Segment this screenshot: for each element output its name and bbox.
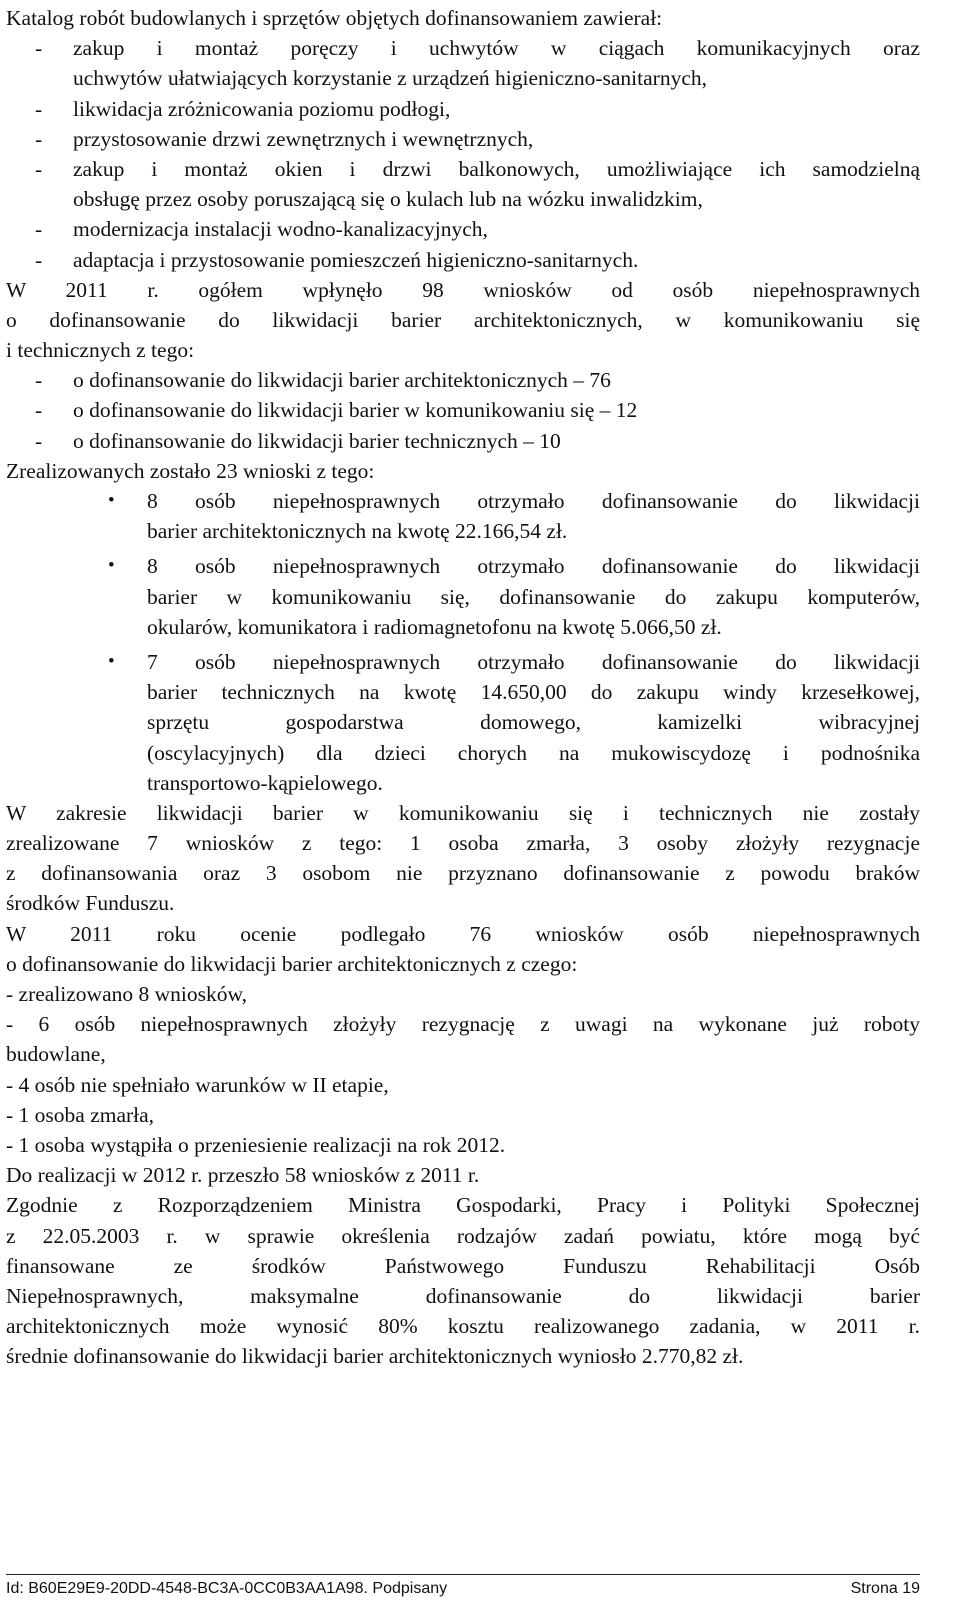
- list-item: - adaptacja i przystosowanie pomieszczeń higieniczno-sanitarnych.: [35, 247, 639, 272]
- bullet-item: • 8 osób niepełnosprawnych otrzymało dofinansowanie do likwidacji: [6, 551, 920, 581]
- paragraph-line: o dofinansowanie do likwidacji barier architektonicznych, w komunikowaniu się: [6, 307, 920, 332]
- list-item: - przystosowanie drzwi zewnętrznych i wewnętrznych,: [35, 126, 534, 151]
- bullet-item-continuation: okularów, komunikatora i radiomagnetofonu na kwotę 5.066,50 zł.: [147, 614, 722, 639]
- dash-line: - zrealizowano 8 wniosków,: [6, 982, 248, 1006]
- paragraph-line: W 2011 roku ocenie podlegało 76 wniosków osób niepełnosprawnych: [6, 921, 920, 946]
- document-id: Id: B60E29E9-20DD-4548-BC3A-0CC0B3AA1A98. Podpisany: [6, 1580, 448, 1597]
- intro-line: Katalog robót budowlanych i sprzętów objętych dofinansowaniem zawierał:: [6, 6, 663, 30]
- bullet-item-continuation: transportowo-kąpielowego.: [147, 770, 383, 795]
- list-item: - zakup i montaż okien i drzwi balkonowych, umożliwiające ich samodzielną: [35, 156, 920, 181]
- list-item: - o dofinansowanie do likwidacji barier technicznych – 10: [35, 428, 561, 453]
- list-item: - likwidacja zróżnicowania poziomu podłogi,: [35, 96, 451, 121]
- bullet-icon: •: [108, 650, 115, 672]
- list-item: - o dofinansowanie do likwidacji barier architektonicznych – 76: [35, 368, 611, 393]
- paragraph-line: Zrealizowanych zostało 23 wnioski z tego:: [6, 458, 375, 483]
- bullet-item-continuation: barier technicznych na kwotę 14.650,00 do zakupu windy krzesełkowej,: [147, 680, 920, 705]
- list-item: - modernizacja instalacji wodno-kanalizacyjnych,: [35, 217, 488, 242]
- paragraph-line: W 2011 r. ogółem wpłynęło 98 wniosków od osób niepełnosprawnych: [6, 277, 920, 302]
- bullet-item-continuation: barier architektonicznych na kwotę 22.166,54 zł.: [147, 519, 568, 544]
- bullet-item: • 7 osób niepełnosprawnych otrzymało dofinansowanie do likwidacji: [6, 647, 920, 677]
- footer-divider: [6, 1574, 920, 1575]
- document-body: [6, 0, 920, 1371]
- paragraph-line: Niepełnosprawnych, maksymalne dofinansowanie do likwidacji barier: [6, 1283, 920, 1308]
- paragraph-line: architektonicznych może wynosić 80% kosztu realizowanego zadania, w 2011 r.: [6, 1314, 920, 1339]
- paragraph-line: zrealizowane 7 wniosków z tego: 1 osoba zmarła, 3 osoby złożyły rezygnacje: [6, 831, 920, 856]
- paragraph-line: o dofinansowanie do likwidacji barier architektonicznych z czego:: [6, 951, 578, 976]
- paragraph-line: z 22.05.2003 r. w sprawie określenia rodzajów zadań powiatu, które mogą być: [6, 1223, 920, 1248]
- list-item-continuation: obsługę przez osoby poruszającą się o kulach lub na wózku inwalidzkim,: [73, 187, 703, 212]
- dash-line: - 1 osoba wystąpiła o przeniesienie realizacji na rok 2012.: [6, 1132, 506, 1157]
- bullet-item-continuation: sprzętu gospodarstwa domowego, kamizelki wibracyjnej: [147, 710, 920, 735]
- dash-line: - 4 osób nie spełniało warunków w II etapie,: [6, 1072, 389, 1097]
- paragraph-line: finansowane ze środków Państwowego Funduszu Rehabilitacji Osób: [6, 1253, 920, 1278]
- paragraph-line: Do realizacji w 2012 r. przeszło 58 wniosków z 2011 r.: [6, 1163, 480, 1188]
- bullet-icon: •: [108, 490, 115, 511]
- paragraph-line: Zgodnie z Rozporządzeniem Ministra Gospodarki, Pracy i Polityki Społecznej: [6, 1193, 920, 1218]
- bullet-item-continuation: barier w komunikowaniu się, dofinansowanie do zakupu komputerów,: [147, 584, 920, 609]
- paragraph-line: i technicznych z tego:: [6, 338, 195, 363]
- bullet-item-continuation: (oscylacyjnych) dla dzieci chorych na mukowiscydozę i podnośnika: [147, 740, 920, 765]
- page-number: Strona 19: [850, 1580, 920, 1597]
- dash-line-continuation: budowlane,: [6, 1042, 106, 1067]
- paragraph-line: środków Funduszu.: [6, 891, 175, 916]
- paragraph-line: W zakresie likwidacji barier w komunikowaniu się i technicznych nie zostały: [6, 800, 920, 825]
- list-item-continuation: uchwytów ułatwiających korzystanie z urządzeń higieniczno-sanitarnych,: [73, 66, 707, 91]
- paragraph-line: z dofinansowania oraz 3 osobom nie przyznano dofinansowanie z powodu braków: [6, 861, 920, 886]
- bullet-item: • 8 osób niepełnosprawnych otrzymało dofinansowanie do likwidacji: [6, 486, 920, 516]
- bullet-icon: •: [108, 555, 115, 577]
- list-item: - o dofinansowanie do likwidacji barier w komunikowaniu się – 12: [35, 398, 638, 423]
- dash-line: - 6 osób niepełnosprawnych złożyły rezygnację z uwagi na wykonane już roboty: [6, 1012, 920, 1037]
- list-item: - zakup i montaż poręczy i uchwytów w ciągach komunikacyjnych oraz: [35, 36, 920, 61]
- dash-line: - 1 osoba zmarła,: [6, 1102, 155, 1127]
- paragraph-line: średnie dofinansowanie do likwidacji barier architektonicznych wyniosło 2.770,82 zł.: [6, 1344, 744, 1369]
